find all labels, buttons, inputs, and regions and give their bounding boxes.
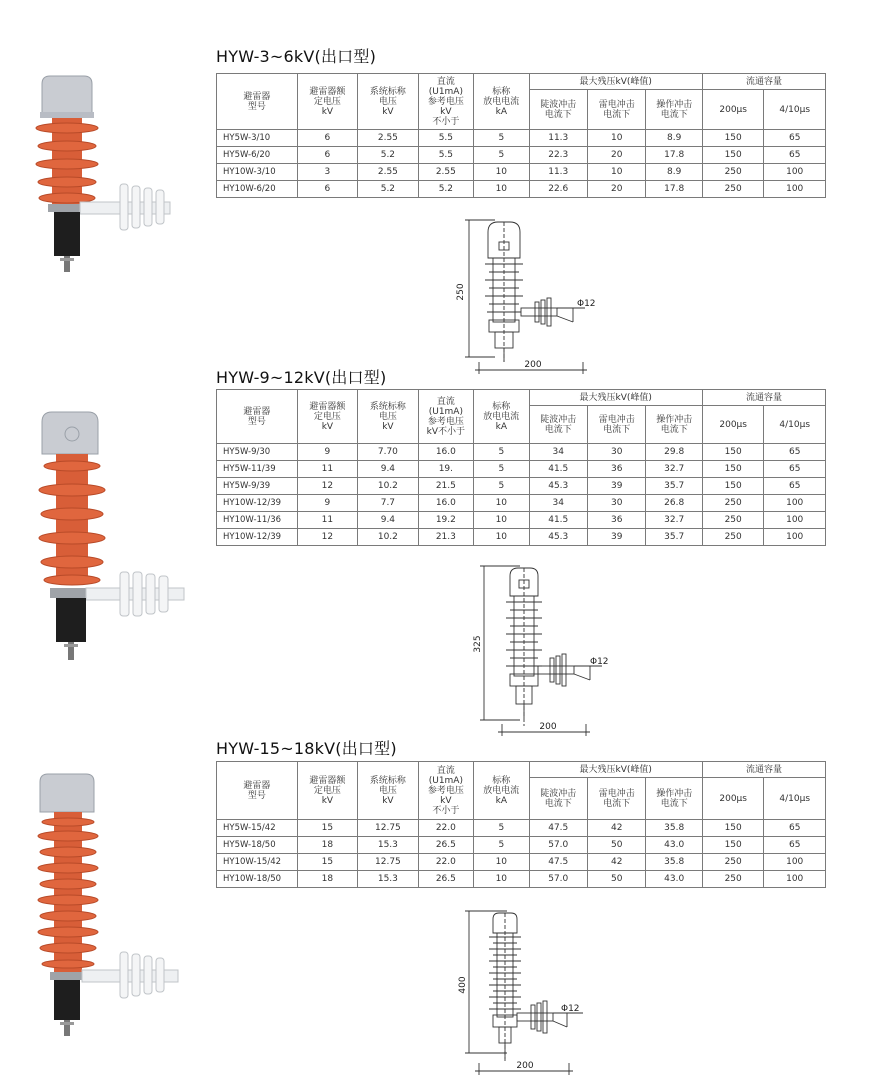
cell-cap-410: 100	[764, 871, 826, 888]
cell-rated-voltage: 11	[297, 512, 357, 529]
terminal-icon	[54, 980, 80, 1036]
header-switching: 操作冲击 电流下	[646, 406, 702, 444]
cell-switching-residual: 26.8	[646, 495, 702, 512]
section-title-2: HYW-9~12kV(出口型)	[216, 368, 387, 387]
cell-steep-residual: 57.0	[529, 871, 587, 888]
cell-dc-ref-voltage: 19.2	[418, 512, 473, 529]
cell-cap-200: 250	[702, 854, 764, 871]
cell-dc-ref-voltage: 5.5	[418, 130, 473, 147]
dimension-drawing-1	[455, 212, 625, 382]
header-model: 避雷器 型号	[217, 390, 298, 444]
header-model: 避雷器 型号	[217, 762, 298, 820]
spec-table-1	[216, 73, 826, 198]
cell-dc-ref-voltage: 22.0	[418, 854, 473, 871]
cell-nominal-current: 5	[474, 837, 529, 854]
cell-steep-residual: 34	[529, 444, 587, 461]
cell-cap-200: 150	[702, 820, 764, 837]
terminal-icon	[54, 212, 80, 272]
header-capacity: 流通容量	[702, 74, 825, 90]
section-title-1: HYW-3~6kV(出口型)	[216, 47, 377, 66]
cell-model: HY5W-15/42	[217, 820, 298, 837]
cell-lightning-residual: 50	[588, 837, 646, 854]
cell-nominal-current: 10	[474, 164, 529, 181]
cell-cap-200: 250	[702, 164, 764, 181]
dim-diameter-label: Φ12	[561, 1004, 580, 1014]
header-steep: 陡波冲击 电流下	[529, 778, 587, 820]
cell-steep-residual: 22.3	[529, 147, 587, 164]
cell-rated-voltage: 9	[297, 444, 357, 461]
cell-nominal-current: 10	[474, 512, 529, 529]
cell-model: HY5W-9/39	[217, 478, 298, 495]
cell-cap-200: 250	[702, 871, 764, 888]
cell-steep-residual: 22.6	[529, 181, 587, 198]
cell-nominal-current: 10	[474, 529, 529, 546]
cell-system-voltage: 7.7	[358, 495, 418, 512]
cell-cap-200: 150	[702, 444, 764, 461]
cell-dc-ref-voltage: 5.5	[418, 147, 473, 164]
dim-height-label: 250	[456, 283, 466, 301]
table-row	[217, 478, 826, 495]
cell-system-voltage: 7.70	[358, 444, 418, 461]
dim-width-label: 200	[516, 1061, 534, 1071]
cell-cap-410: 65	[764, 837, 826, 854]
cell-nominal-current: 5	[474, 147, 529, 164]
arrester-cap-icon	[40, 774, 94, 812]
cell-model: HY5W-6/20	[217, 147, 298, 164]
cell-cap-410: 100	[764, 495, 826, 512]
cell-cap-410: 65	[764, 461, 826, 478]
cell-dc-ref-voltage: 16.0	[418, 444, 473, 461]
header-switching: 操作冲击 电流下	[646, 90, 702, 130]
arrester-housing-icon	[36, 118, 98, 204]
dim-width-label: 200	[524, 360, 542, 370]
table-row	[217, 837, 826, 854]
header-cap-200: 200μs	[702, 778, 764, 820]
cell-lightning-residual: 20	[588, 181, 646, 198]
cell-model: HY10W-15/42	[217, 854, 298, 871]
cell-lightning-residual: 36	[588, 512, 646, 529]
cell-model: HY10W-11/36	[217, 512, 298, 529]
cell-nominal-current: 10	[474, 854, 529, 871]
cell-system-voltage: 9.4	[358, 512, 418, 529]
cell-model: HY5W-11/39	[217, 461, 298, 478]
bracket-insulator-icon	[82, 952, 178, 998]
cell-rated-voltage: 12	[297, 478, 357, 495]
table-row	[217, 181, 826, 198]
dim-diameter-label: Φ12	[590, 657, 609, 667]
header-max-residual: 最大残压kV(峰值)	[529, 74, 702, 90]
table-row	[217, 147, 826, 164]
cell-cap-410: 65	[764, 478, 826, 495]
cell-cap-200: 250	[702, 495, 764, 512]
header-switching: 操作冲击 电流下	[646, 778, 702, 820]
cell-nominal-current: 5	[474, 444, 529, 461]
cell-cap-410: 65	[764, 444, 826, 461]
cell-system-voltage: 2.55	[358, 164, 418, 181]
spec-table-2	[216, 389, 826, 546]
dim-width-label: 200	[539, 722, 557, 732]
dim-height-label: 400	[458, 976, 468, 994]
header-capacity: 流通容量	[702, 762, 825, 778]
cell-rated-voltage: 6	[297, 130, 357, 147]
header-cap-200: 200μs	[702, 90, 764, 130]
cell-lightning-residual: 30	[588, 444, 646, 461]
header-capacity: 流通容量	[702, 390, 825, 406]
cell-rated-voltage: 12	[297, 529, 357, 546]
header-rated-voltage: 避雷器额 定电压 kV	[297, 762, 357, 820]
section-title-3: HYW-15~18kV(出口型)	[216, 739, 397, 758]
cell-cap-200: 150	[702, 837, 764, 854]
cell-switching-residual: 32.7	[646, 461, 702, 478]
header-steep: 陡波冲击 电流下	[529, 406, 587, 444]
cell-cap-410: 65	[764, 820, 826, 837]
cell-lightning-residual: 50	[588, 871, 646, 888]
cell-lightning-residual: 20	[588, 147, 646, 164]
header-cap-200: 200μs	[702, 406, 764, 444]
cell-steep-residual: 41.5	[529, 461, 587, 478]
header-dc-ref-voltage: 直流 (U1mA) 参考电压 kV不小于	[418, 390, 473, 444]
header-cap-410: 4/10μs	[764, 778, 826, 820]
header-system-voltage: 系统标称 电压 kV	[358, 74, 418, 130]
cell-cap-200: 250	[702, 529, 764, 546]
cell-steep-residual: 45.3	[529, 529, 587, 546]
cell-rated-voltage: 15	[297, 854, 357, 871]
header-steep: 陡波冲击 电流下	[529, 90, 587, 130]
cell-system-voltage: 12.75	[358, 820, 418, 837]
cell-switching-residual: 17.8	[646, 147, 702, 164]
header-rated-voltage: 避雷器额 定电压 kV	[297, 74, 357, 130]
cell-steep-residual: 34	[529, 495, 587, 512]
dim-height-label: 325	[473, 635, 483, 653]
table-row	[217, 164, 826, 181]
cell-lightning-residual: 36	[588, 461, 646, 478]
cell-lightning-residual: 42	[588, 854, 646, 871]
cell-cap-200: 150	[702, 461, 764, 478]
cell-nominal-current: 10	[474, 495, 529, 512]
header-system-voltage: 系统标称 电压 kV	[358, 390, 418, 444]
cell-switching-residual: 35.8	[646, 820, 702, 837]
dimension-drawing-2	[470, 560, 630, 740]
cell-rated-voltage: 18	[297, 837, 357, 854]
cell-switching-residual: 17.8	[646, 181, 702, 198]
bracket-insulator-icon	[80, 184, 170, 230]
cell-model: HY10W-3/10	[217, 164, 298, 181]
cell-lightning-residual: 39	[588, 478, 646, 495]
cell-steep-residual: 45.3	[529, 478, 587, 495]
cell-cap-410: 100	[764, 181, 826, 198]
cell-dc-ref-voltage: 19.	[418, 461, 473, 478]
cell-cap-410: 65	[764, 130, 826, 147]
header-nominal-current: 标称 放电电流 kA	[474, 74, 529, 130]
arrester-housing-icon	[39, 454, 105, 585]
header-max-residual: 最大残压kV(峰值)	[529, 390, 702, 406]
cell-dc-ref-voltage: 16.0	[418, 495, 473, 512]
cell-lightning-residual: 39	[588, 529, 646, 546]
header-model: 避雷器 型号	[217, 74, 298, 130]
spec-table-3	[216, 761, 826, 888]
cell-cap-410: 100	[764, 854, 826, 871]
cell-steep-residual: 11.3	[529, 164, 587, 181]
cell-cap-410: 100	[764, 164, 826, 181]
cell-lightning-residual: 30	[588, 495, 646, 512]
cell-switching-residual: 35.8	[646, 854, 702, 871]
cell-nominal-current: 10	[474, 181, 529, 198]
cell-system-voltage: 10.2	[358, 529, 418, 546]
bracket-insulator-icon	[86, 572, 184, 616]
cell-cap-200: 250	[702, 512, 764, 529]
cell-model: HY10W-6/20	[217, 181, 298, 198]
cell-model: HY10W-12/39	[217, 495, 298, 512]
cell-system-voltage: 5.2	[358, 147, 418, 164]
cell-cap-410: 100	[764, 512, 826, 529]
cell-cap-200: 250	[702, 181, 764, 198]
header-max-residual: 最大残压kV(峰值)	[529, 762, 702, 778]
cell-dc-ref-voltage: 5.2	[418, 181, 473, 198]
arrester-photo-3	[20, 770, 190, 1040]
cell-steep-residual: 11.3	[529, 130, 587, 147]
cell-nominal-current: 5	[474, 478, 529, 495]
cell-system-voltage: 2.55	[358, 130, 418, 147]
header-system-voltage: 系统标称 电压 kV	[358, 762, 418, 820]
cell-lightning-residual: 42	[588, 820, 646, 837]
table-row	[217, 512, 826, 529]
terminal-icon	[56, 598, 86, 660]
table-row	[217, 820, 826, 837]
cell-dc-ref-voltage: 2.55	[418, 164, 473, 181]
cell-nominal-current: 5	[474, 820, 529, 837]
header-lightning: 雷电冲击 电流下	[588, 778, 646, 820]
cell-model: HY5W-18/50	[217, 837, 298, 854]
table-row	[217, 529, 826, 546]
header-nominal-current: 标称 放电电流 kA	[474, 762, 529, 820]
table-row	[217, 495, 826, 512]
cell-steep-residual: 41.5	[529, 512, 587, 529]
cell-rated-voltage: 18	[297, 871, 357, 888]
dim-diameter-label: Φ12	[577, 299, 596, 309]
arrester-cap-icon	[40, 76, 94, 118]
cell-system-voltage: 12.75	[358, 854, 418, 871]
cell-switching-residual: 8.9	[646, 164, 702, 181]
table-row	[217, 444, 826, 461]
cell-switching-residual: 29.8	[646, 444, 702, 461]
cell-switching-residual: 35.7	[646, 478, 702, 495]
cell-cap-410: 100	[764, 529, 826, 546]
cell-lightning-residual: 10	[588, 130, 646, 147]
cell-dc-ref-voltage: 21.3	[418, 529, 473, 546]
header-cap-410: 4/10μs	[764, 406, 826, 444]
cell-dc-ref-voltage: 21.5	[418, 478, 473, 495]
cell-model: HY10W-18/50	[217, 871, 298, 888]
cell-rated-voltage: 6	[297, 181, 357, 198]
cell-model: HY5W-9/30	[217, 444, 298, 461]
cell-switching-residual: 35.7	[646, 529, 702, 546]
table-row	[217, 871, 826, 888]
cell-lightning-residual: 10	[588, 164, 646, 181]
cell-cap-410: 65	[764, 147, 826, 164]
header-lightning: 雷电冲击 电流下	[588, 90, 646, 130]
cell-system-voltage: 15.3	[358, 871, 418, 888]
cell-model: HY10W-12/39	[217, 529, 298, 546]
cell-nominal-current: 10	[474, 871, 529, 888]
header-rated-voltage: 避雷器额 定电压 kV	[297, 390, 357, 444]
arrester-photo-2	[20, 408, 190, 668]
cell-rated-voltage: 3	[297, 164, 357, 181]
header-lightning: 雷电冲击 电流下	[588, 406, 646, 444]
cell-system-voltage: 9.4	[358, 461, 418, 478]
cell-switching-residual: 43.0	[646, 837, 702, 854]
arrester-photo-1	[20, 72, 180, 282]
cell-switching-residual: 8.9	[646, 130, 702, 147]
cell-steep-residual: 47.5	[529, 854, 587, 871]
header-dc-ref-voltage: 直流 (U1mA) 参考电压 kV 不小于	[418, 762, 473, 820]
cell-rated-voltage: 6	[297, 147, 357, 164]
dimension-drawing-3	[455, 905, 625, 1085]
cell-steep-residual: 47.5	[529, 820, 587, 837]
cell-system-voltage: 10.2	[358, 478, 418, 495]
cell-model: HY5W-3/10	[217, 130, 298, 147]
cell-dc-ref-voltage: 26.5	[418, 871, 473, 888]
cell-rated-voltage: 11	[297, 461, 357, 478]
table-row	[217, 854, 826, 871]
cell-system-voltage: 15.3	[358, 837, 418, 854]
cell-steep-residual: 57.0	[529, 837, 587, 854]
header-nominal-current: 标称 放电电流 kA	[474, 390, 529, 444]
cell-nominal-current: 5	[474, 130, 529, 147]
cell-cap-200: 150	[702, 478, 764, 495]
cell-nominal-current: 5	[474, 461, 529, 478]
cell-rated-voltage: 15	[297, 820, 357, 837]
arrester-housing-icon	[38, 812, 98, 972]
cell-switching-residual: 43.0	[646, 871, 702, 888]
header-cap-410: 4/10μs	[764, 90, 826, 130]
cell-cap-200: 150	[702, 147, 764, 164]
cell-switching-residual: 32.7	[646, 512, 702, 529]
cell-dc-ref-voltage: 22.0	[418, 820, 473, 837]
table-row	[217, 130, 826, 147]
header-dc-ref-voltage: 直流 (U1mA) 参考电压 kV 不小于	[418, 74, 473, 130]
cell-cap-200: 150	[702, 130, 764, 147]
table-row	[217, 461, 826, 478]
cell-rated-voltage: 9	[297, 495, 357, 512]
arrester-cap-icon	[42, 412, 98, 454]
cell-dc-ref-voltage: 26.5	[418, 837, 473, 854]
cell-system-voltage: 5.2	[358, 181, 418, 198]
